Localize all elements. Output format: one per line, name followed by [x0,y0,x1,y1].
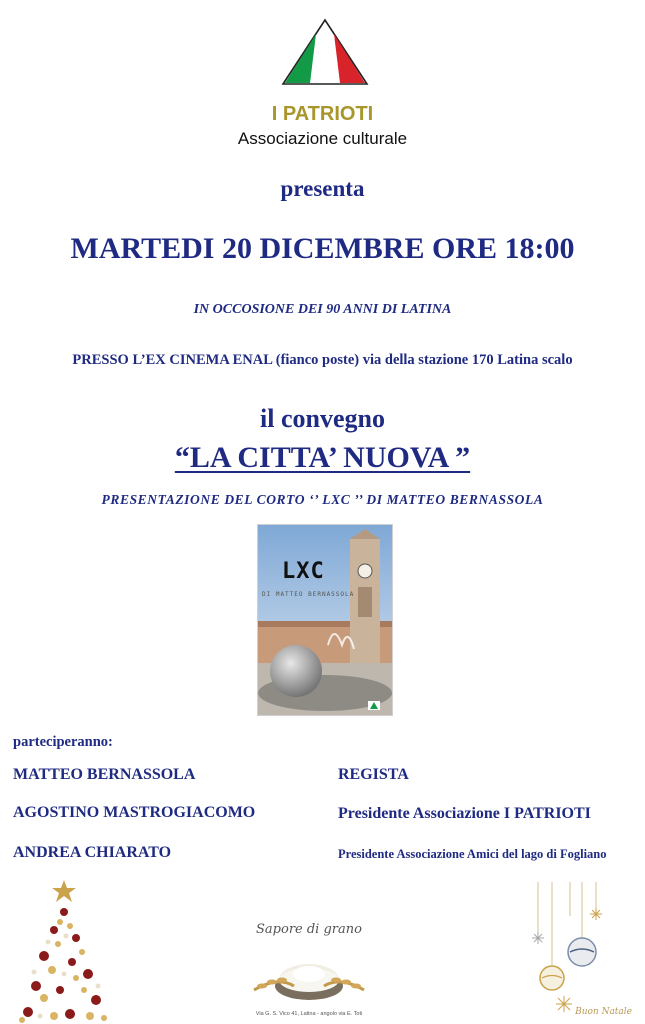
sponsor-name: Sapore di grano [256,922,362,937]
poster-title: LXC [282,559,325,584]
presenta-text: presenta [280,176,365,201]
participant-name: AGOSTINO MASTROGIACOMO [13,804,256,821]
sponsor-address: Via G. S. Vico 41, Latina - angolo via E. Toti [255,1011,363,1017]
participants-label: parteciperanno: [13,734,113,750]
i-patrioti-logo [281,18,369,86]
poster-subtitle: DI MATTEO BERNASSOLA [262,591,355,598]
event-occasion: IN OCCOSIONE DEI 90 ANNI DI LATINA [193,302,452,317]
participant-name: ANDREA CHIARATO [13,844,172,861]
buon-natale-text: Buon Natale [575,1007,632,1017]
org-name: I PATRIOTI [271,103,374,125]
participant-role: REGISTA [338,766,409,783]
convegno-label: il convegno [260,404,385,433]
event-venue: PRESSO L’EX CINEMA ENAL (fiancо poste) via della stazione 170 Latina scalo [72,352,573,368]
christmas-tree-icon [14,878,114,1024]
wheat-flour-icon [248,920,370,1024]
ornament-baubles-icon [518,882,636,1024]
lxc-poster-image [257,524,393,716]
participant-name: MATTEO BERNASSOLA [13,766,196,783]
christmas-ornaments-image [518,882,636,1024]
org-subtitle: Associazione culturale [237,129,408,148]
sapore-di-grano-logo [248,920,370,1024]
corto-presentation: PRESENTAZIONE DEL CORTO ‘’ LXC ’’ DI MATTEO BERNASSOLA [101,492,544,507]
participant-role: Presidente Associazione Amici del lago di Fogliano [338,847,607,861]
convegno-title: “LA CITTA’ NUOVA ” [174,441,471,474]
participant-role: Presidente Associazione I PATRIOTI [338,805,591,822]
poster-illustration [258,525,392,715]
event-date-time: MARTEDI 20 DICEMBRE ORE 18:00 [70,232,575,265]
